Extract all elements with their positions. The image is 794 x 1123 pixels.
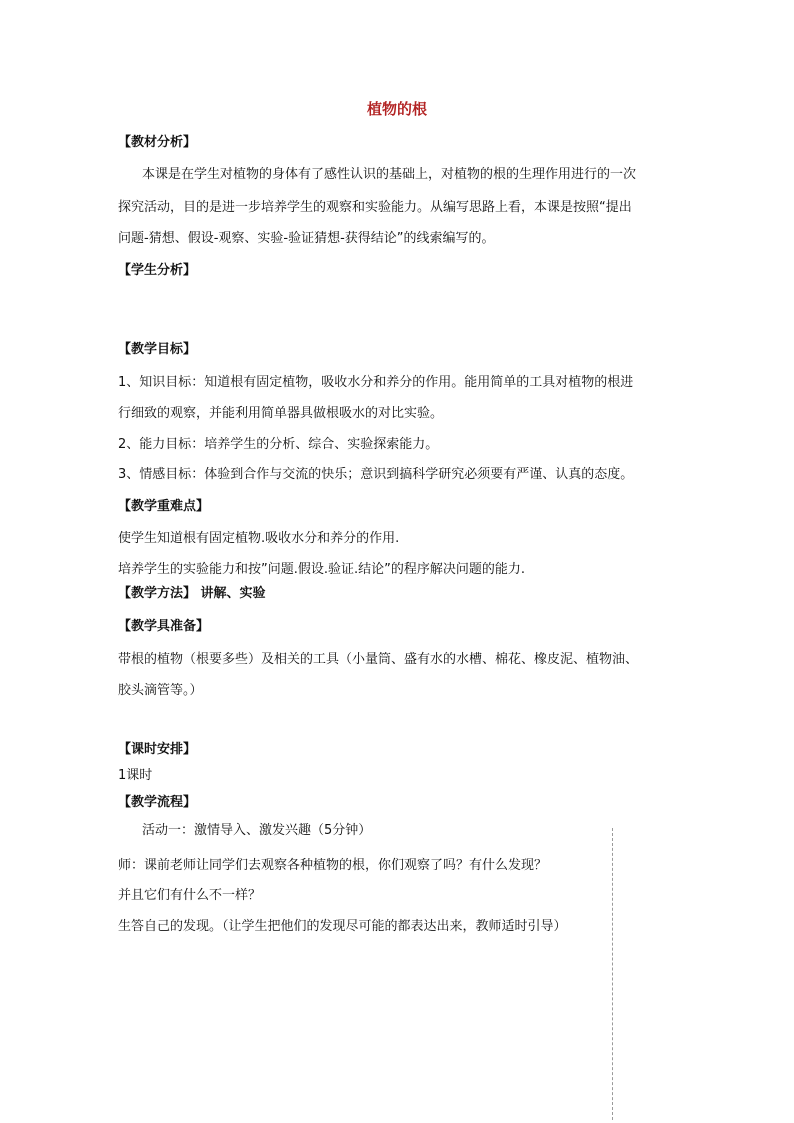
objectives-heading: 【教学目标】	[118, 342, 197, 357]
methods-line: 【教学方法】 讲解、实验	[118, 586, 266, 601]
dashed-divider	[612, 828, 613, 1120]
process-line-student: 生答自己的发现。（让学生把他们的发现尽可能的都表达出来，教师适时引导）	[118, 919, 567, 934]
materials-heading: 【教学具准备】	[118, 619, 210, 634]
textbook-analysis-line-3: 问题-猜想、假设-观察、实验-验证猜想-获得结论”的线索编写的。	[118, 231, 495, 246]
textbook-analysis-heading: 【教材分析】	[118, 135, 197, 150]
objectives-line-2: 行细致的观察，并能利用简单器具做根吸水的对比实验。	[118, 406, 444, 421]
schedule-line: 1课时	[118, 768, 153, 783]
objectives-line-4: 3、情感目标：体验到合作与交流的快乐；意识到搞科学研究必须要有严谨、认真的态度。	[118, 467, 634, 482]
schedule-heading: 【课时安排】	[118, 742, 197, 757]
key-points-line-1: 使学生知道根有固定植物.吸收水分和养分的作用.	[118, 531, 400, 546]
materials-line-2: 胶头滴管等。）	[118, 683, 203, 698]
textbook-analysis-line-2: 探究活动，目的是进一步培养学生的观察和实验能力。从编写思路上看，本课是按照“提出	[118, 200, 632, 215]
materials-line-1: 带根的植物（根要多些）及相关的工具（小量筒、盛有水的水槽、棉花、橡皮泥、植物油、	[118, 652, 639, 667]
process-heading: 【教学流程】	[118, 795, 197, 810]
objectives-line-1: 1、知识目标：知道根有固定植物，吸收水分和养分的作用。能用简单的工具对植物的根进	[118, 375, 634, 390]
objectives-line-3: 2、能力目标：培养学生的分析、综合、实验探索能力。	[118, 437, 439, 452]
key-points-heading: 【教学重难点】	[118, 499, 210, 514]
process-line-teacher: 师：课前老师让同学们去观察各种植物的根，你们观察了吗？有什么发现？	[118, 858, 548, 873]
process-activity-1: 活动一：激情导入、激发兴趣（5分钟）	[142, 823, 372, 838]
key-points-line-2: 培养学生的实验能力和按”问题.假设.验证.结论”的程序解决问题的能力.	[118, 562, 525, 577]
student-analysis-heading: 【学生分析】	[118, 263, 197, 278]
textbook-analysis-line-1: 本课是在学生对植物的身体有了感性认识的基础上，对植物的根的生理作用进行的一次	[142, 167, 637, 182]
process-line-question: 并且它们有什么不一样？	[118, 888, 262, 903]
page-title: 植物的根	[366, 100, 427, 118]
